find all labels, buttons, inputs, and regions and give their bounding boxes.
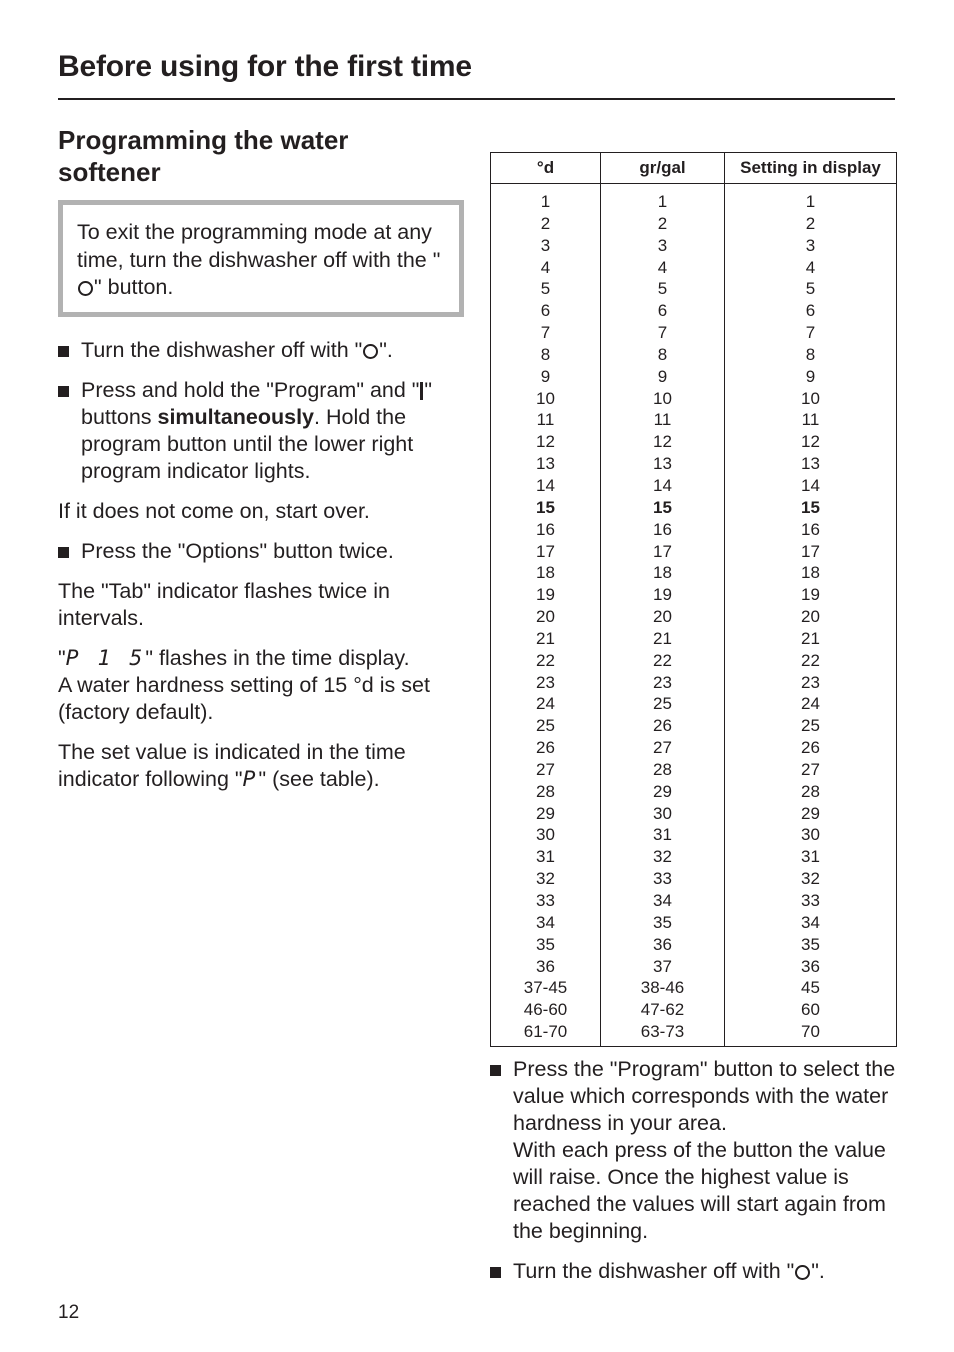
table-row: [491, 846, 897, 868]
table-cell: 63-73: [601, 1021, 725, 1046]
step-select-value: [490, 1056, 900, 1245]
note-box: [58, 200, 464, 317]
table-cell: 15: [491, 497, 601, 519]
table-row: [491, 300, 897, 322]
table-row: [491, 235, 897, 257]
step-emphasis: simultaneously: [157, 404, 315, 429]
table-cell: 6: [601, 300, 725, 322]
table-cell: 7: [491, 322, 601, 344]
step-text: . Hold the program button until the lower right program indicator lights.: [81, 404, 414, 483]
table-cell: 23: [491, 672, 601, 694]
table-cell: 32: [601, 846, 725, 868]
table-cell: 16: [491, 519, 601, 541]
table-cell: 24: [491, 693, 601, 715]
table-cell: 33: [491, 890, 601, 912]
table-cell: 10: [491, 388, 601, 410]
table-cell: 13: [601, 453, 725, 475]
flash-text: [58, 645, 468, 726]
table-cell: 17: [491, 541, 601, 563]
table-cell: 61-70: [491, 1021, 601, 1046]
table-cell: 10: [601, 388, 725, 410]
right-column: [490, 1056, 900, 1298]
table-cell: 12: [491, 431, 601, 453]
table-row: [491, 453, 897, 475]
table-row: [491, 409, 897, 431]
table-cell: 27: [725, 759, 897, 781]
table-cell: 2: [491, 213, 601, 235]
table-cell: 36: [601, 934, 725, 956]
quote: ": [58, 645, 66, 670]
table-cell: 3: [491, 235, 601, 257]
step-text: With each press of the button the value will raise. Once the highest value is reached the values will start again from the beginning.: [513, 1138, 886, 1243]
table-row: [491, 759, 897, 781]
header-setting: Setting in display: [725, 153, 897, 184]
table-cell: 22: [601, 650, 725, 672]
table-row: [491, 650, 897, 672]
table-row: [491, 672, 897, 694]
table-header-row: [491, 153, 897, 184]
table-cell: 29: [725, 803, 897, 825]
table-cell: 47-62: [601, 999, 725, 1021]
table-cell: 25: [725, 715, 897, 737]
table-cell: 28: [491, 781, 601, 803]
table-row: [491, 606, 897, 628]
table-cell: 32: [725, 868, 897, 890]
table-cell: 8: [725, 344, 897, 366]
table-cell: 11: [491, 409, 601, 431]
table-row: [491, 737, 897, 759]
tab-indicator-text: The "Tab" indicator flashes twice in intervals.: [58, 578, 390, 630]
table-row: [491, 912, 897, 934]
table-cell: 33: [725, 890, 897, 912]
set-value-b: " (see table).: [258, 766, 380, 791]
table-cell: 34: [491, 912, 601, 934]
table-cell: 1: [601, 184, 725, 213]
table-row: [491, 257, 897, 279]
table-cell: 35: [601, 912, 725, 934]
table-cell: 12: [601, 431, 725, 453]
table-cell: 2: [601, 213, 725, 235]
table-cell: 20: [725, 606, 897, 628]
page-title: Before using for the first time: [58, 50, 472, 83]
start-over-text: If it does not come on, start over.: [58, 498, 370, 523]
table-cell: 26: [491, 737, 601, 759]
table-cell: 14: [601, 475, 725, 497]
table-cell: 21: [491, 628, 601, 650]
table-cell: 28: [601, 759, 725, 781]
flash-text-a: " flashes in the time display.: [145, 645, 410, 670]
display-readout: P: [242, 766, 259, 792]
step-text: " buttons: [81, 377, 433, 429]
table-cell: 21: [725, 628, 897, 650]
table-cell: 25: [601, 693, 725, 715]
table-cell: 30: [491, 824, 601, 846]
note-text-part2: " button.: [94, 275, 174, 299]
table-row: [491, 1021, 897, 1046]
table-cell: 32: [491, 868, 601, 890]
table-cell: 3: [601, 235, 725, 257]
table-cell: 29: [491, 803, 601, 825]
step-text: Press and hold the "Program" and ": [81, 377, 420, 402]
table-row: [491, 519, 897, 541]
table-cell: 45: [725, 977, 897, 999]
table-cell: 4: [491, 257, 601, 279]
table-cell: 18: [725, 562, 897, 584]
table-cell: 70: [725, 1021, 897, 1046]
table-cell: 13: [725, 453, 897, 475]
table-cell: 2: [725, 213, 897, 235]
page-number: 12: [58, 1302, 80, 1323]
table-row: [491, 562, 897, 584]
table-row: [491, 431, 897, 453]
table-cell: 9: [491, 366, 601, 388]
table-row: [491, 715, 897, 737]
step-text: Press the "Program" button to select the value which corresponds with the water hardness in your area.: [513, 1057, 896, 1135]
table-cell: 14: [491, 475, 601, 497]
vertical-bar-icon: [420, 382, 423, 400]
table-cell: 22: [491, 650, 601, 672]
table-cell: 34: [601, 890, 725, 912]
flash-text-b: A water hardness setting of 15 °d is set (factory default).: [58, 672, 430, 724]
table-cell: 24: [725, 693, 897, 715]
table-row: [491, 781, 897, 803]
table-cell: 18: [491, 562, 601, 584]
table-cell: 7: [601, 322, 725, 344]
note-text-part1: To exit the programming mode at any time, turn the dishwasher off with the ": [77, 220, 441, 272]
table-row: [491, 584, 897, 606]
table-cell: 9: [725, 366, 897, 388]
table-row: [491, 344, 897, 366]
table-row: [491, 934, 897, 956]
table-cell: 5: [601, 278, 725, 300]
table-row: [491, 977, 897, 999]
step-turn-off-final: [490, 1258, 900, 1285]
table-cell: 15: [601, 497, 725, 519]
step-text: ".: [811, 1259, 825, 1283]
table-row: [491, 628, 897, 650]
table-cell: 17: [725, 541, 897, 563]
table-row: [491, 475, 897, 497]
table-row: [491, 868, 897, 890]
step-text: Press the "Options" button twice.: [81, 538, 394, 563]
table-cell: 4: [601, 257, 725, 279]
bullet-square-icon: [490, 1267, 501, 1278]
step-text: Turn the dishwasher off with ": [81, 337, 363, 362]
table-cell: 25: [491, 715, 601, 737]
table-row: [491, 184, 897, 213]
table-cell: 30: [725, 824, 897, 846]
table-cell: 35: [725, 934, 897, 956]
table-cell: 31: [491, 846, 601, 868]
table-cell: 8: [491, 344, 601, 366]
table-cell: 34: [725, 912, 897, 934]
table-row: [491, 322, 897, 344]
table-row: [491, 541, 897, 563]
table-cell: 19: [491, 584, 601, 606]
table-cell: 1: [725, 184, 897, 213]
table-body: [491, 184, 897, 1047]
table-cell: 26: [725, 737, 897, 759]
table-cell: 11: [725, 409, 897, 431]
table-cell: 12: [725, 431, 897, 453]
table-row: [491, 366, 897, 388]
table-cell: 37-45: [491, 977, 601, 999]
table-cell: 21: [601, 628, 725, 650]
table-cell: 10: [725, 388, 897, 410]
table-cell: 22: [725, 650, 897, 672]
table-row: [491, 213, 897, 235]
table-cell: 20: [491, 606, 601, 628]
table-cell: 16: [725, 519, 897, 541]
bullet-square-icon: [490, 1065, 501, 1076]
table-cell: 11: [601, 409, 725, 431]
off-button-icon: [78, 281, 93, 296]
table-row: [491, 693, 897, 715]
table-cell: 9: [601, 366, 725, 388]
table-cell: 19: [725, 584, 897, 606]
table-row: [491, 890, 897, 912]
table-row: [491, 388, 897, 410]
table-cell: 4: [725, 257, 897, 279]
table-cell: 6: [725, 300, 897, 322]
table-cell: 46-60: [491, 999, 601, 1021]
header-degrees: °d: [491, 153, 601, 184]
hardness-table-container: [490, 152, 896, 1047]
table-cell: 14: [725, 475, 897, 497]
table-cell: 26: [601, 715, 725, 737]
step-text: ".: [379, 337, 393, 362]
table-cell: 5: [491, 278, 601, 300]
table-cell: 27: [491, 759, 601, 781]
bullet-square-icon: [58, 386, 69, 397]
table-cell: 33: [601, 868, 725, 890]
table-cell: 37: [601, 956, 725, 978]
table-cell: 23: [725, 672, 897, 694]
step-turn-off: [58, 337, 468, 364]
table-cell: 36: [725, 956, 897, 978]
bullet-square-icon: [58, 547, 69, 558]
off-button-icon: [795, 1265, 810, 1280]
table-cell: 13: [491, 453, 601, 475]
table-cell: 6: [491, 300, 601, 322]
table-cell: 16: [601, 519, 725, 541]
table-row: [491, 278, 897, 300]
table-cell: 27: [601, 737, 725, 759]
table-cell: 23: [601, 672, 725, 694]
hardness-table: [490, 152, 897, 1047]
step-text: Turn the dishwasher off with ": [513, 1259, 795, 1283]
step-options: [58, 538, 468, 565]
table-cell: 38-46: [601, 977, 725, 999]
table-cell: 60: [725, 999, 897, 1021]
table-cell: 1: [491, 184, 601, 213]
table-cell: 31: [725, 846, 897, 868]
set-value-a: The set value is indicated in the time indicator following ": [58, 739, 406, 791]
table-cell: 36: [491, 956, 601, 978]
section-title: Programming the water softener: [58, 125, 349, 187]
table-cell: 35: [491, 934, 601, 956]
table-cell: 3: [725, 235, 897, 257]
table-cell: 30: [601, 803, 725, 825]
table-cell: 29: [601, 781, 725, 803]
table-row: [491, 803, 897, 825]
table-cell: 18: [601, 562, 725, 584]
table-cell: 15: [725, 497, 897, 519]
left-column: [58, 124, 468, 806]
display-readout: P 1 5: [65, 645, 146, 671]
off-button-icon: [363, 344, 378, 359]
table-row: [491, 956, 897, 978]
table-cell: 7: [725, 322, 897, 344]
table-cell: 31: [601, 824, 725, 846]
table-row: [491, 999, 897, 1021]
table-cell: 5: [725, 278, 897, 300]
table-row: [491, 824, 897, 846]
table-cell: 8: [601, 344, 725, 366]
table-cell: 19: [601, 584, 725, 606]
header-gr-gal: gr/gal: [601, 153, 725, 184]
title-divider: [58, 98, 895, 100]
table-row: [491, 497, 897, 519]
table-cell: 28: [725, 781, 897, 803]
table-cell: 17: [601, 541, 725, 563]
step-press-hold: [58, 377, 468, 485]
table-cell: 20: [601, 606, 725, 628]
set-value-text: [58, 739, 468, 793]
bullet-square-icon: [58, 346, 69, 357]
